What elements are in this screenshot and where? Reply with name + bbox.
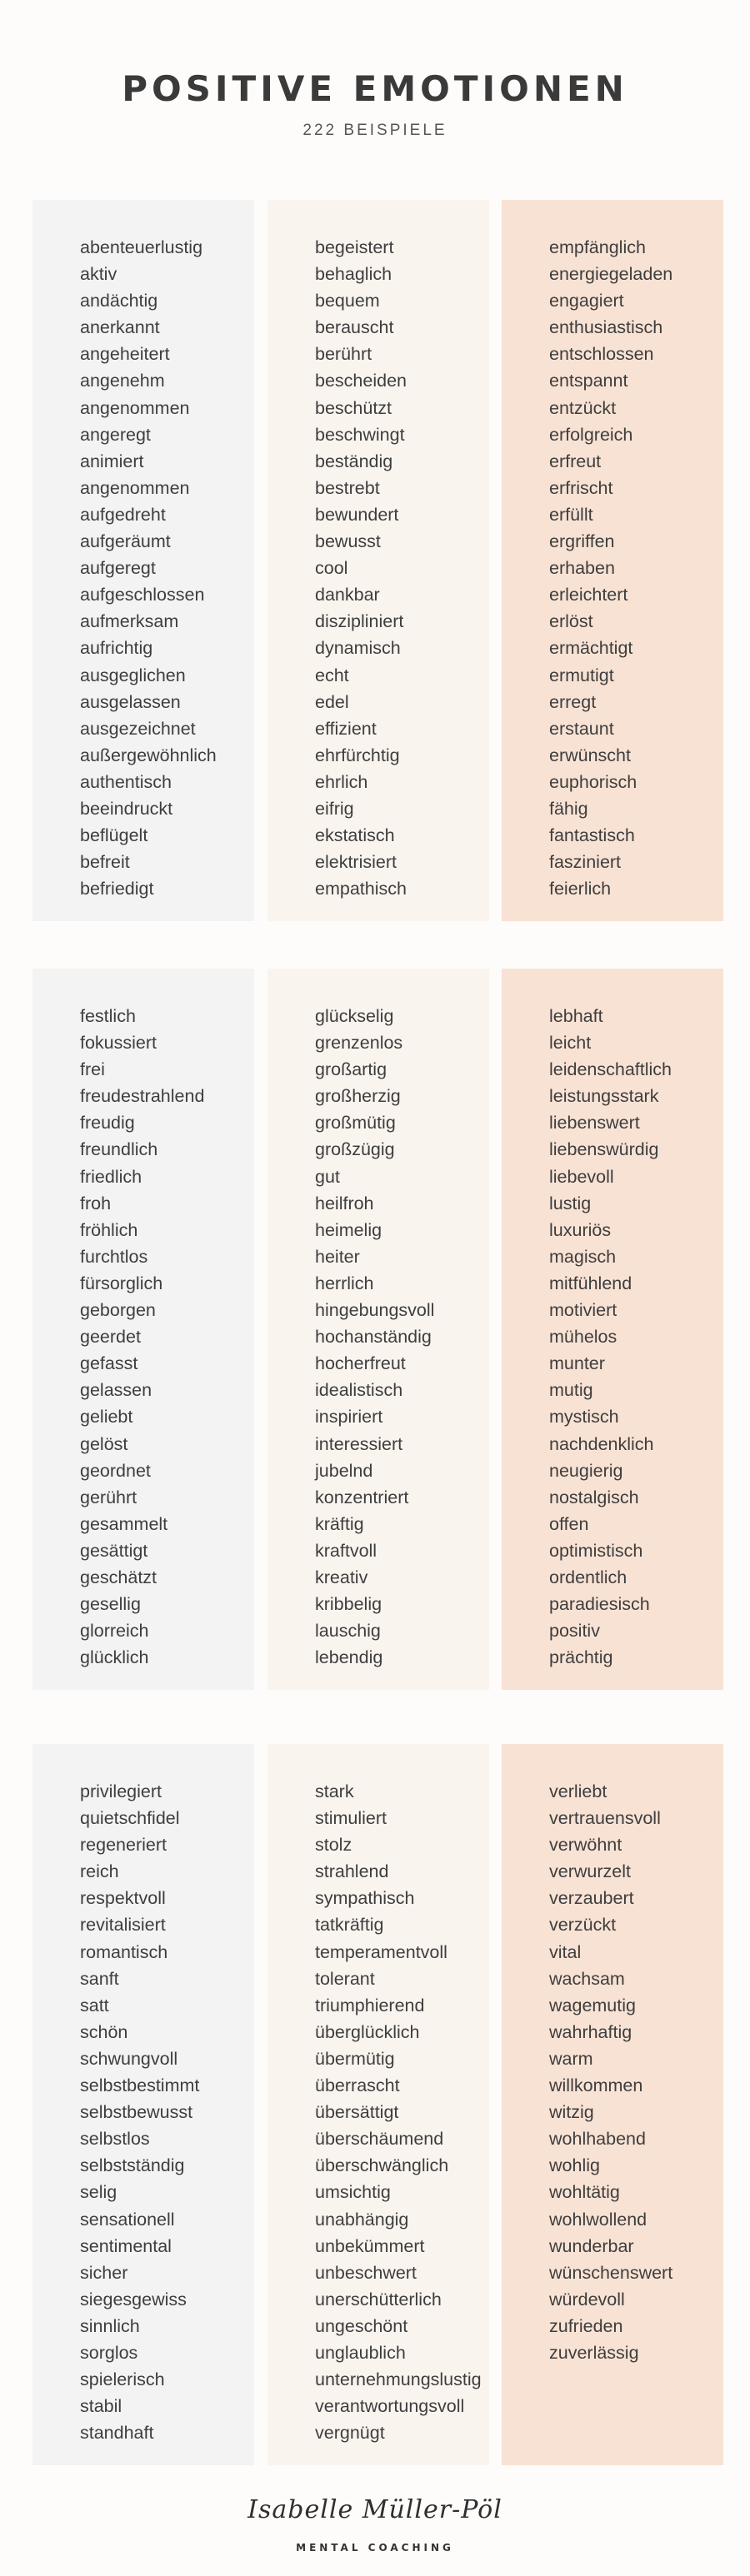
- emotion-word: schwungvoll: [80, 2048, 178, 2069]
- emotion-word: erstaunt: [549, 718, 614, 739]
- emotion-word: unternehmungslustig: [315, 2369, 482, 2390]
- emotion-word: zufrieden: [549, 2315, 623, 2336]
- word-list: [80, 1744, 254, 2446]
- emotion-word: stabil: [80, 2396, 122, 2417]
- emotion-word: sympathisch: [315, 1888, 415, 1909]
- emotion-word: froh: [80, 1193, 112, 1213]
- emotion-word: magisch: [549, 1246, 617, 1267]
- emotion-word: fasziniert: [549, 852, 622, 873]
- emotion-word: dankbar: [315, 585, 380, 605]
- emotion-word: außergewöhnlich: [80, 745, 217, 765]
- emotion-word: aufmerksam: [80, 611, 179, 632]
- emotion-word: aktiv: [80, 264, 118, 285]
- emotion-word: lebhaft: [549, 1006, 603, 1026]
- emotion-word: elektrisiert: [315, 852, 397, 873]
- emotion-word: geerdet: [80, 1327, 141, 1348]
- emotion-word: beeindruckt: [80, 798, 173, 819]
- emotion-word: vertrauensvoll: [549, 1808, 661, 1829]
- emotion-word: aufgedreht: [80, 504, 166, 525]
- emotion-word: großmütig: [315, 1113, 396, 1134]
- emotion-word: ehrfürchtig: [315, 745, 400, 765]
- emotion-word: anerkannt: [80, 317, 160, 338]
- emotion-word: mystisch: [549, 1407, 619, 1428]
- section-2-column-3: [502, 969, 723, 1690]
- emotion-word: effizient: [315, 718, 377, 739]
- word-list: [549, 200, 723, 902]
- emotion-word: triumphierend: [315, 1995, 425, 2015]
- emotion-word: selbstbewusst: [80, 2102, 193, 2123]
- emotion-word: heiter: [315, 1246, 360, 1267]
- emotion-word: befriedigt: [80, 879, 154, 899]
- emotion-word: verwurzelt: [549, 1861, 631, 1882]
- word-list: [80, 969, 254, 1671]
- emotion-word: bewundert: [315, 504, 399, 525]
- emotion-word: überrascht: [315, 2075, 400, 2096]
- emotion-word: sensationell: [80, 2209, 175, 2230]
- emotion-word: frei: [80, 1059, 105, 1080]
- emotion-word: gut: [315, 1166, 340, 1187]
- word-list: [549, 1744, 723, 2366]
- emotion-word: verantwortungsvoll: [315, 2396, 465, 2417]
- emotion-word: liebenswert: [549, 1113, 640, 1134]
- emotion-word: echt: [315, 665, 349, 685]
- emotion-word: luxuriös: [549, 1219, 612, 1240]
- emotion-word: verwöhnt: [549, 1835, 622, 1856]
- emotion-word: entzückt: [549, 397, 617, 418]
- emotion-word: verzückt: [549, 1915, 617, 1936]
- emotion-word: gerührt: [80, 1487, 138, 1507]
- emotion-word: berührt: [315, 344, 372, 365]
- emotion-word: angenommen: [80, 397, 190, 418]
- emotion-word: fähig: [549, 798, 588, 819]
- page-title: POSITIVE EMOTIONEN: [122, 68, 628, 109]
- emotion-word: verliebt: [549, 1781, 608, 1801]
- emotion-word: entschlossen: [549, 344, 654, 365]
- emotion-word: wagemutig: [549, 1995, 636, 2015]
- emotion-word: spielerisch: [80, 2369, 165, 2390]
- emotion-word: kraftvoll: [315, 1540, 378, 1561]
- emotion-word: fokussiert: [80, 1033, 158, 1054]
- emotion-word: glücklich: [80, 1647, 149, 1668]
- section-2-column-2: [268, 969, 489, 1690]
- section-1-column-1: [32, 200, 254, 921]
- emotion-word: umsichtig: [315, 2182, 391, 2203]
- emotion-word: festlich: [80, 1006, 136, 1026]
- emotion-word: selbstlos: [80, 2129, 150, 2150]
- emotion-word: cool: [315, 558, 348, 579]
- emotion-word: interessiert: [315, 1433, 403, 1454]
- section-3-column-3: [502, 1744, 723, 2465]
- emotion-word: nostalgisch: [549, 1487, 639, 1507]
- emotion-word: empathisch: [315, 879, 407, 899]
- emotion-word: mühelos: [549, 1327, 618, 1348]
- emotion-word: gelassen: [80, 1380, 152, 1401]
- emotion-word: bestrebt: [315, 477, 380, 498]
- emotion-word: erfolgreich: [549, 424, 633, 445]
- emotion-word: friedlich: [80, 1166, 142, 1187]
- emotion-word: wohlwollend: [549, 2209, 648, 2230]
- emotion-word: heilfroh: [315, 1193, 374, 1213]
- emotion-word: liebevoll: [549, 1166, 614, 1187]
- emotion-word: schön: [80, 2021, 128, 2042]
- emotion-word: erlöst: [549, 611, 593, 632]
- emotion-word: wünschenswert: [549, 2262, 673, 2283]
- emotion-word: beflügelt: [80, 825, 148, 846]
- emotion-word: erwünscht: [549, 745, 631, 765]
- emotion-word: edel: [315, 691, 349, 712]
- emotion-word: wohltätig: [549, 2182, 620, 2203]
- emotion-word: aufgeräumt: [80, 531, 171, 552]
- emotion-word: mutig: [549, 1380, 593, 1401]
- section-3-column-2: [268, 1744, 489, 2465]
- emotion-word: vital: [549, 1941, 582, 1962]
- emotion-word: eifrig: [315, 798, 354, 819]
- emotion-word: leidenschaftlich: [549, 1059, 672, 1080]
- emotion-word: feierlich: [549, 879, 612, 899]
- emotion-word: selbstständig: [80, 2155, 185, 2176]
- emotion-word: heimelig: [315, 1219, 382, 1240]
- emotion-word: ehrlich: [315, 771, 368, 792]
- emotion-word: gefasst: [80, 1353, 138, 1374]
- emotion-word: selbstbestimmt: [80, 2075, 200, 2096]
- emotion-word: großartig: [315, 1059, 388, 1080]
- emotion-word: unabhängig: [315, 2209, 409, 2230]
- emotion-word: fantastisch: [549, 825, 635, 846]
- word-list: [549, 969, 723, 1671]
- emotion-word: siegesgewiss: [80, 2289, 187, 2309]
- emotion-word: herrlich: [315, 1273, 374, 1293]
- section-1-column-2: [268, 200, 489, 921]
- emotion-word: quietschfidel: [80, 1808, 180, 1829]
- emotion-word: freudestrahlend: [80, 1086, 205, 1107]
- emotion-word: unbekümmert: [315, 2235, 425, 2256]
- emotion-word: willkommen: [549, 2075, 643, 2096]
- emotion-word: energiegeladen: [549, 264, 673, 285]
- emotion-word: überschäumend: [315, 2129, 444, 2150]
- emotion-word: aufgeregt: [80, 558, 156, 579]
- emotion-word: prächtig: [549, 1647, 613, 1668]
- emotion-word: sanft: [80, 1968, 119, 1989]
- emotion-word: furchtlos: [80, 1246, 148, 1267]
- emotion-word: tolerant: [315, 1968, 375, 1989]
- emotion-word: überglücklich: [315, 2021, 420, 2042]
- emotion-word: positiv: [549, 1621, 600, 1642]
- emotion-word: animiert: [80, 451, 144, 471]
- emotion-word: idealistisch: [315, 1380, 403, 1401]
- emotion-word: erregt: [549, 691, 597, 712]
- page-subtitle: 222 BEISPIELE: [302, 122, 448, 139]
- emotion-word: leicht: [549, 1033, 592, 1054]
- emotion-word: ermächtigt: [549, 638, 633, 659]
- emotion-word: überschwänglich: [315, 2155, 449, 2176]
- emotion-word: entspannt: [549, 371, 628, 391]
- emotion-word: sorglos: [80, 2342, 138, 2363]
- emotion-word: temperamentvoll: [315, 1941, 448, 1962]
- emotion-word: aufrichtig: [80, 638, 153, 659]
- emotion-word: sinnlich: [80, 2315, 140, 2336]
- emotion-word: jubelnd: [315, 1460, 373, 1481]
- section-2-column-1: [32, 969, 254, 1690]
- emotion-word: engagiert: [549, 291, 624, 311]
- emotion-word: motiviert: [549, 1300, 618, 1321]
- emotion-word: kräftig: [315, 1513, 364, 1534]
- word-list: [315, 1744, 489, 2446]
- emotion-word: übermütig: [315, 2048, 395, 2069]
- signature-logo: Isabelle Müller-Pöl: [248, 2495, 502, 2524]
- emotion-word: angeheitert: [80, 344, 170, 365]
- emotion-word: angenommen: [80, 477, 190, 498]
- emotion-word: großherzig: [315, 1086, 401, 1107]
- emotion-word: ergriffen: [549, 531, 615, 552]
- emotion-word: gesammelt: [80, 1513, 168, 1534]
- emotion-word: erfreut: [549, 451, 602, 471]
- emotion-word: privilegiert: [80, 1781, 162, 1801]
- section-1-column-3: [502, 200, 723, 921]
- emotion-word: neugierig: [549, 1460, 623, 1481]
- emotion-word: würdevoll: [549, 2289, 625, 2309]
- emotion-word: vergnügt: [315, 2423, 385, 2444]
- emotion-word: hochanständig: [315, 1327, 432, 1348]
- emotion-word: verzaubert: [549, 1888, 634, 1909]
- emotion-word: nachdenklich: [549, 1433, 654, 1454]
- emotion-word: angenehm: [80, 371, 165, 391]
- emotion-word: ausgezeichnet: [80, 718, 196, 739]
- emotion-word: grenzenlos: [315, 1033, 403, 1054]
- footer-subtitle: MENTAL COACHING: [296, 2542, 454, 2554]
- emotion-word: übersättigt: [315, 2102, 399, 2123]
- emotion-word: enthusiastisch: [549, 317, 663, 338]
- emotion-word: wohlig: [549, 2155, 600, 2176]
- emotion-word: offen: [549, 1513, 589, 1534]
- emotion-word: lustig: [549, 1193, 592, 1213]
- emotion-word: standhaft: [80, 2423, 154, 2444]
- emotion-word: unbeschwert: [315, 2262, 417, 2283]
- emotion-word: satt: [80, 1995, 109, 2015]
- emotion-word: erfrischt: [549, 477, 613, 498]
- emotion-word: konzentriert: [315, 1487, 409, 1507]
- emotion-word: bewusst: [315, 531, 381, 552]
- emotion-word: tatkräftig: [315, 1915, 384, 1936]
- emotion-word: gesättigt: [80, 1540, 148, 1561]
- emotion-word: ausgelassen: [80, 691, 181, 712]
- emotion-word: geborgen: [80, 1300, 156, 1321]
- emotion-word: wohlhabend: [549, 2129, 646, 2150]
- emotion-word: beständig: [315, 451, 393, 471]
- emotion-word: reich: [80, 1861, 119, 1882]
- emotion-word: wahrhaftig: [549, 2021, 632, 2042]
- emotion-word: bescheiden: [315, 371, 407, 391]
- emotion-word: erleichtert: [549, 585, 628, 605]
- emotion-word: ermutigt: [549, 665, 614, 685]
- emotion-word: glückselig: [315, 1006, 394, 1026]
- emotion-word: begeistert: [315, 237, 394, 257]
- emotion-word: geschätzt: [80, 1567, 158, 1587]
- emotion-word: unglaublich: [315, 2342, 406, 2363]
- emotion-word: munter: [549, 1353, 605, 1374]
- emotion-word: sentimental: [80, 2235, 172, 2256]
- emotion-word: euphorisch: [549, 771, 638, 792]
- emotion-word: respektvoll: [80, 1888, 166, 1909]
- emotion-word: fröhlich: [80, 1219, 138, 1240]
- emotion-word: selig: [80, 2182, 118, 2203]
- emotion-word: leistungsstark: [549, 1086, 659, 1107]
- emotion-word: freudig: [80, 1113, 135, 1134]
- emotion-word: revitalisiert: [80, 1915, 166, 1936]
- emotion-word: mitfühlend: [549, 1273, 632, 1293]
- emotion-word: sicher: [80, 2262, 128, 2283]
- emotion-word: stolz: [315, 1835, 352, 1856]
- emotion-word: freundlich: [80, 1139, 158, 1160]
- emotion-word: ordentlich: [549, 1567, 628, 1587]
- emotion-word: abenteuerlustig: [80, 237, 203, 257]
- emotion-word: großzügig: [315, 1139, 395, 1160]
- emotion-word: regeneriert: [80, 1835, 167, 1856]
- emotion-word: erfüllt: [549, 504, 593, 525]
- word-list: [315, 969, 489, 1671]
- emotion-word: aufgeschlossen: [80, 585, 205, 605]
- emotion-word: andächtig: [80, 291, 158, 311]
- emotion-word: behaglich: [315, 264, 392, 285]
- emotion-word: gelöst: [80, 1433, 128, 1454]
- emotion-word: empfänglich: [549, 237, 646, 257]
- word-list: [315, 200, 489, 902]
- emotion-word: inspiriert: [315, 1407, 383, 1428]
- emotion-word: ausgeglichen: [80, 665, 186, 685]
- emotion-word: dynamisch: [315, 638, 401, 659]
- emotion-word: zuverlässig: [549, 2342, 639, 2363]
- section-3-column-1: [32, 1744, 254, 2465]
- emotion-word: warm: [549, 2048, 593, 2069]
- emotion-word: hocherfreut: [315, 1353, 406, 1374]
- emotion-word: strahlend: [315, 1861, 389, 1882]
- emotion-word: wachsam: [549, 1968, 625, 1989]
- emotion-word: befreit: [80, 852, 130, 873]
- emotion-word: romantisch: [80, 1941, 168, 1962]
- emotion-word: stimuliert: [315, 1808, 388, 1829]
- emotion-word: erhaben: [549, 558, 615, 579]
- emotion-word: berauscht: [315, 317, 394, 338]
- emotion-word: angeregt: [80, 424, 151, 445]
- emotion-word: paradiesisch: [549, 1594, 650, 1615]
- emotion-word: witzig: [549, 2102, 594, 2123]
- emotion-word: ekstatisch: [315, 825, 395, 846]
- emotion-word: authentisch: [80, 771, 172, 792]
- emotion-word: ungeschönt: [315, 2315, 408, 2336]
- emotion-word: liebenswürdig: [549, 1139, 659, 1160]
- emotion-word: gesellig: [80, 1594, 141, 1615]
- emotion-word: beschwingt: [315, 424, 405, 445]
- emotion-word: optimistisch: [549, 1540, 643, 1561]
- emotion-word: diszipliniert: [315, 611, 404, 632]
- emotion-word: lebendig: [315, 1647, 383, 1668]
- emotion-word: kribbelig: [315, 1594, 382, 1615]
- emotion-word: wunderbar: [549, 2235, 634, 2256]
- emotion-word: geordnet: [80, 1460, 151, 1481]
- emotion-word: unerschütterlich: [315, 2289, 442, 2309]
- emotion-word: beschützt: [315, 397, 392, 418]
- emotion-word: glorreich: [80, 1621, 149, 1642]
- emotion-word: stark: [315, 1781, 354, 1801]
- emotion-word: lauschig: [315, 1621, 381, 1642]
- emotion-word: kreativ: [315, 1567, 368, 1587]
- emotion-word: geliebt: [80, 1407, 133, 1428]
- emotion-word: hingebungsvoll: [315, 1300, 435, 1321]
- emotion-word: bequem: [315, 291, 380, 311]
- emotion-word: fürsorglich: [80, 1273, 163, 1293]
- word-list: [80, 200, 254, 902]
